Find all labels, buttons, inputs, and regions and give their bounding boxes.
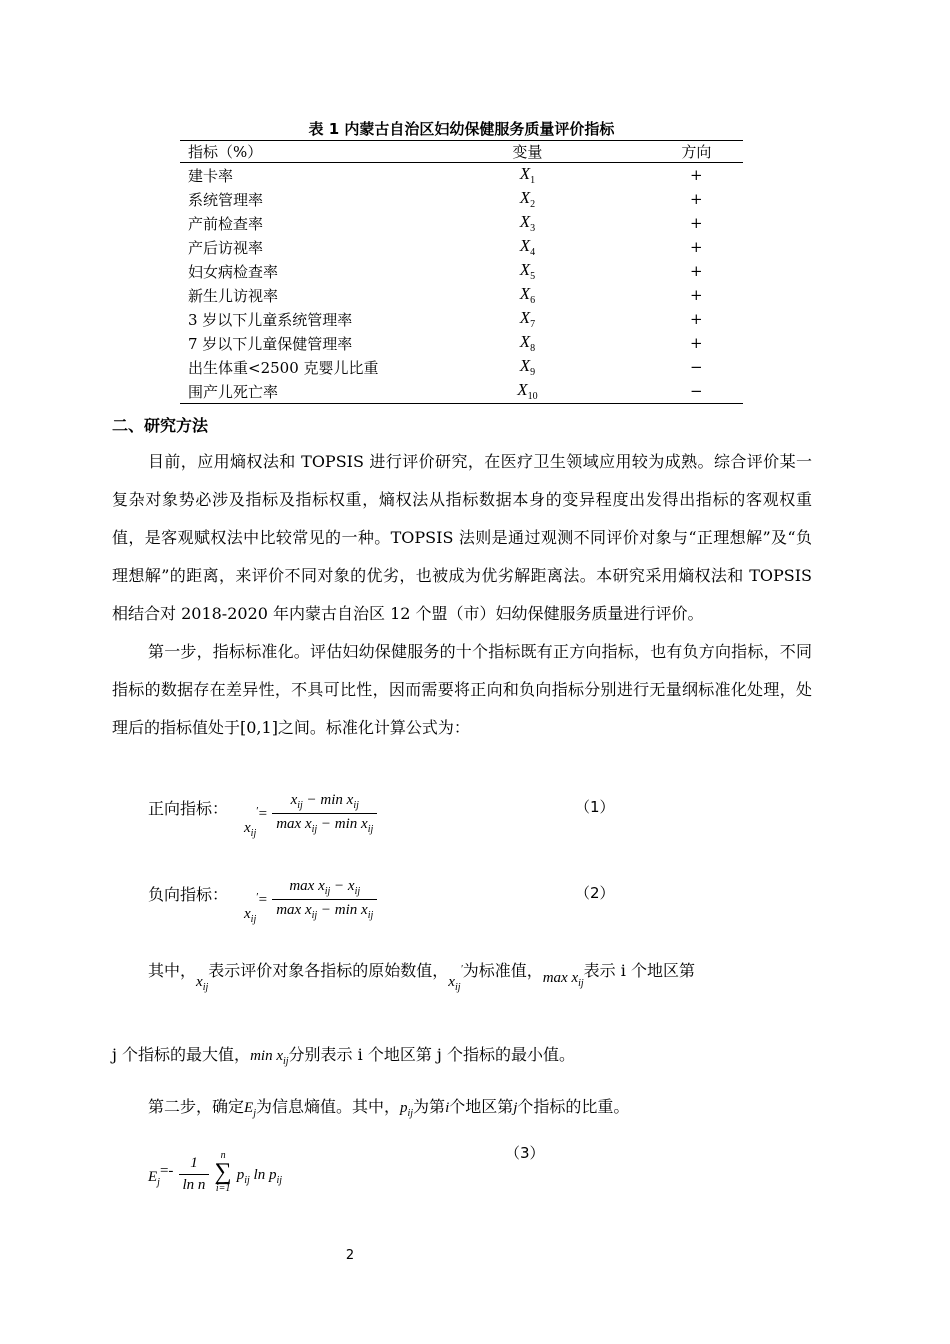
indicator-direction: + bbox=[690, 334, 703, 352]
table-caption: 表 1 内蒙古自治区妇幼保健服务质量评价指标 bbox=[308, 120, 615, 138]
table-row bbox=[180, 259, 743, 283]
table-row bbox=[180, 163, 743, 188]
indicator-direction: + bbox=[690, 262, 703, 280]
explanation-line-1: 其中，$x_{ij}$表示评价对象各指标的原始数值，$x_{ij}'$为标准值，$\max x_{ij}$表示 i 个地区第 bbox=[148, 961, 695, 993]
indicator-direction: + bbox=[690, 238, 703, 256]
indicator-variable: $X_2$ bbox=[519, 188, 536, 210]
indicator-variable: $X_3$ bbox=[519, 212, 536, 234]
formula-negative-label: 负向指标： bbox=[148, 885, 229, 904]
indicator-name: 系统管理率 bbox=[188, 190, 264, 209]
indicator-name: 出生体重<2500 克婴儿比重 bbox=[188, 358, 379, 377]
formula-negative: $x_{ij}'=$ $\frac{\max x_{ij} - x_{ij}}{\max x_{ij} - \min x_{ij}}$ bbox=[244, 878, 377, 921]
paragraph-step1: 第一步，指标标准化。评估妇幼保健服务的十个指标既有正方向指标，也有负方向指标，不同指标的数据存在差异性，不具可比性，因而需要将正向和负向指标分别进行无量纲标准化处理，处理后的指标值处于[0,1]之间。标准化计算公式为： bbox=[112, 642, 812, 737]
indicator-direction: + bbox=[690, 166, 703, 184]
header-variable: 变量 bbox=[512, 143, 543, 161]
indicator-name: 产前检查率 bbox=[188, 214, 264, 233]
indicator-direction: + bbox=[690, 310, 703, 328]
indicator-name: 3 岁以下儿童系统管理率 bbox=[188, 310, 353, 329]
indicator-name: 产后访视率 bbox=[188, 238, 264, 257]
equation-number-2: （2） bbox=[575, 884, 615, 902]
table-row bbox=[180, 331, 743, 355]
indicator-name: 围产儿死亡率 bbox=[188, 382, 279, 401]
page-number: 2 bbox=[345, 1248, 355, 1263]
equation-number-1: （1） bbox=[575, 798, 615, 816]
header-indicator: 指标（%） bbox=[188, 143, 263, 161]
formula-entropy: $E_j=-$ $\frac{1}{\text{ln n}}$ n ∑ i=1 $p_{ij}$ $\ln p_{ij}$ bbox=[148, 1150, 283, 1194]
indicator-name: 建卡率 bbox=[188, 166, 234, 185]
body-paragraphs bbox=[112, 443, 812, 747]
indicator-variable: $X_{10}$ bbox=[517, 380, 538, 402]
section-title: 二、研究方法 bbox=[112, 416, 209, 435]
table-row bbox=[180, 187, 743, 211]
indicator-variable: $X_9$ bbox=[519, 356, 536, 378]
table-header-row bbox=[180, 141, 743, 163]
indicator-variable: $X_8$ bbox=[519, 332, 536, 354]
explanation-line-2: j 个指标的最大值，$\min x_{ij}$分别表示 i 个地区第 j 个指标的最小值。 bbox=[112, 1045, 575, 1067]
indicator-variable: $X_6$ bbox=[519, 284, 536, 306]
formula-positive: $x_{ij}'=$ $\frac{x_{ij} - \min x_{ij}}{\max x_{ij} - \min x_{ij}}$ bbox=[244, 792, 377, 835]
indicator-name: 妇女病检查率 bbox=[188, 262, 279, 281]
indicator-name: 7 岁以下儿童保健管理率 bbox=[188, 334, 353, 353]
table-row bbox=[180, 355, 743, 379]
indicator-variable: $X_1$ bbox=[519, 164, 536, 186]
table-row bbox=[180, 379, 743, 404]
indicator-direction: − bbox=[690, 358, 703, 376]
indicator-direction: − bbox=[690, 382, 703, 400]
equation-number-3: （3） bbox=[505, 1144, 545, 1162]
indicator-variable: $X_7$ bbox=[519, 308, 536, 330]
table-row bbox=[180, 211, 743, 235]
header-direction: 方向 bbox=[681, 143, 712, 161]
indicator-direction: + bbox=[690, 286, 703, 304]
indicator-variable: $X_4$ bbox=[519, 236, 536, 258]
indicator-direction: + bbox=[690, 214, 703, 232]
table-row bbox=[180, 235, 743, 259]
indicator-direction: + bbox=[690, 190, 703, 208]
indicator-table bbox=[180, 140, 743, 404]
indicator-variable: $X_5$ bbox=[519, 260, 536, 282]
table-row bbox=[180, 307, 743, 331]
step2-line: 第二步，确定$E_j$为信息熵值。其中，$p_{ij}$为第i个地区第j个指标的比重。 bbox=[148, 1097, 630, 1119]
table-row bbox=[180, 283, 743, 307]
paragraph-intro: 目前，应用熵权法和 TOPSIS 进行评价研究，在医疗卫生领域应用较为成熟。综合评价某一复杂对象势必涉及指标及指标权重，熵权法从指标数据本身的变异程度出发得出指标的客观权重值，是客观赋权法中比较常见的一种。TOPSIS 法则是通过观测不同评价对象与“正理想解”及“负理想解”的距离，来评价不同对象的优劣，也被成为优劣解距离法。本研究采用熵权法和 TOPSIS 相结合对 2018-2020 年内蒙古自治区 12 个盟（市）妇幼保健服务质量进行评价。 bbox=[112, 452, 812, 623]
indicator-name: 新生儿访视率 bbox=[188, 286, 279, 305]
formula-positive-label: 正向指标： bbox=[148, 799, 229, 818]
